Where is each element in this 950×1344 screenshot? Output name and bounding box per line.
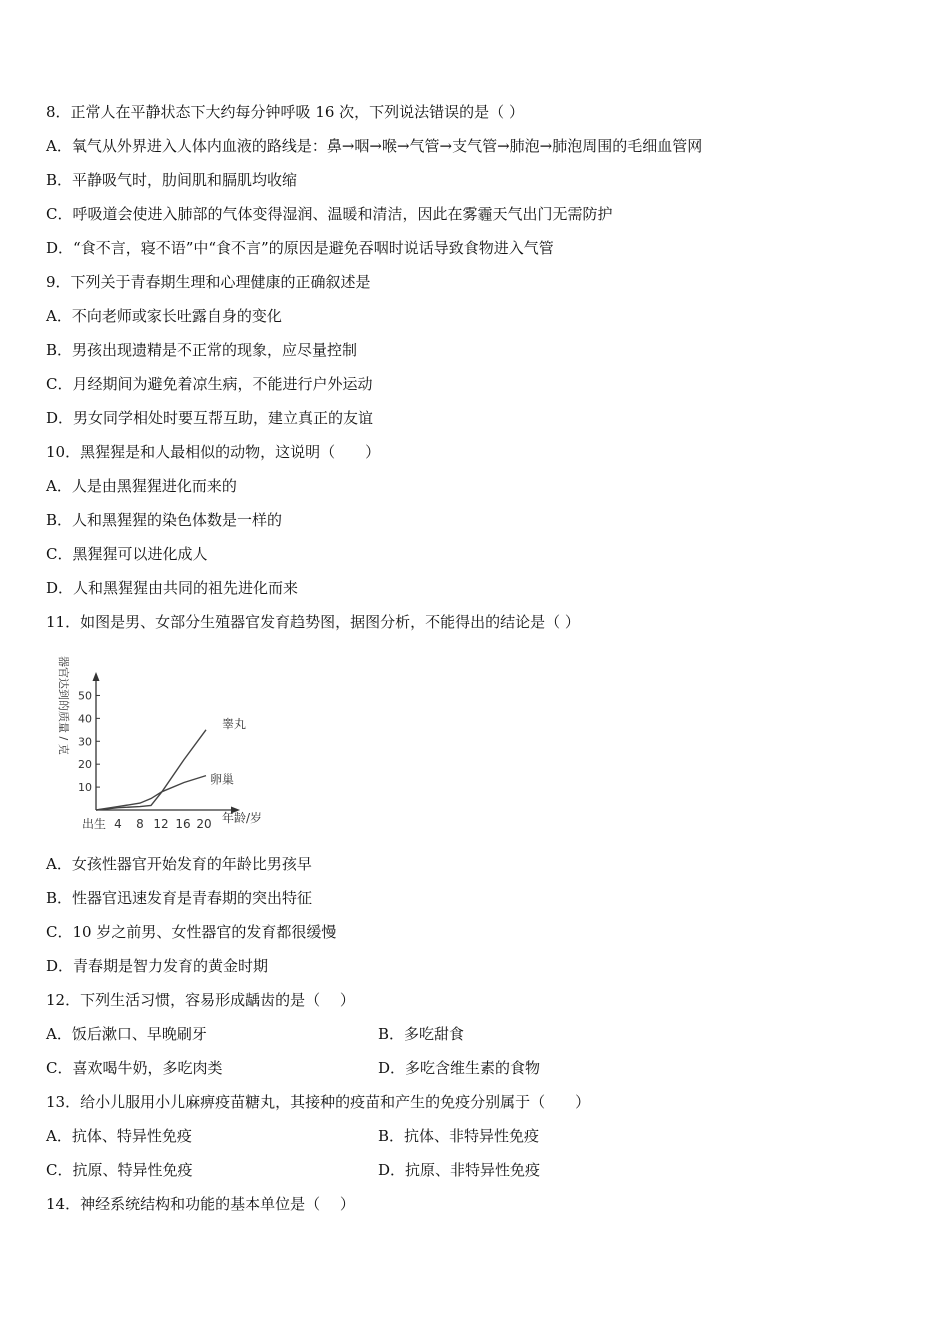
organ-development-chart (46, 648, 278, 844)
question-10-option-d: D．人和黑猩猩由共同的祖先进化而来 (46, 579, 299, 597)
x-tick-label: 4 (114, 817, 122, 831)
question-9-option-c: C．月经期间为避免着凉生病，不能进行户外运动 (46, 375, 373, 393)
series-label: 睾丸 (222, 716, 247, 731)
y-tick-label: 40 (78, 712, 92, 726)
question-11-stem: 11．如图是男、女部分生殖器官发育趋势图，据图分析，不能得出的结论是（ ） (46, 613, 580, 631)
question-11-option-b: B．性器官迅速发育是青春期的突出特征 (46, 889, 313, 907)
x-tick-label: 12 (153, 817, 169, 831)
question-11-option-a: A．女孩性器官开始发育的年龄比男孩早 (46, 855, 312, 873)
question-8-option-b: B．平静吸气时，肋间肌和膈肌均收缩 (46, 171, 298, 189)
question-13-option-c: C．抗原、特异性免疫 (46, 1161, 193, 1179)
x-tick-label: 16 (175, 817, 191, 831)
series-label: 卵巢 (210, 772, 235, 787)
question-11-option-d: D．青春期是智力发育的黄金时期 (46, 957, 269, 975)
question-9-option-b: B．男孩出现遗精是不正常的现象，应尽量控制 (46, 341, 358, 359)
question-13-option-a: A．抗体、特异性免疫 (46, 1127, 192, 1145)
question-12-option-d: D．多吃含维生素的食物 (378, 1059, 541, 1077)
question-13-option-b: B．抗体、非特异性免疫 (378, 1127, 540, 1145)
question-8-stem: 8．正常人在平静状态下大约每分钟呼吸 16 次，下列说法错误的是（ ） (46, 103, 524, 121)
question-12-stem: 12．下列生活习惯，容易形成龋齿的是（ ） (46, 991, 355, 1009)
question-10-option-a: A．人是由黑猩猩进化而来的 (46, 477, 237, 495)
question-9-option-d: D．男女同学相处时要互帮互助，建立真正的友谊 (46, 409, 374, 427)
question-8-option-d: D．“食不言，寝不语”中“食不言”的原因是避免吞咽时说话导致食物进入气管 (46, 239, 554, 257)
chart-y-axis-arrow (93, 672, 100, 681)
question-10-option-b: B．人和黑猩猩的染色体数是一样的 (46, 511, 283, 529)
question-14-stem: 14．神经系统结构和功能的基本单位是（ ） (46, 1195, 355, 1213)
question-10-stem: 10．黑猩猩是和人最相似的动物，这说明（ ） (46, 443, 381, 461)
y-tick-label: 50 (78, 689, 92, 703)
question-9-option-a: A．不向老师或家长吐露自身的变化 (46, 307, 282, 325)
question-12-option-b: B．多吃甜食 (378, 1025, 465, 1043)
question-13-option-d: D．抗原、非特异性免疫 (378, 1161, 541, 1179)
question-12-option-a: A．饭后漱口、早晚刷牙 (46, 1025, 207, 1043)
x-tick-label: 20 (196, 817, 212, 831)
question-9-stem: 9．下列关于青春期生理和心理健康的正确叙述是 (46, 273, 371, 291)
x-tick-label: 出生 (81, 817, 107, 831)
question-8-option-c: C．呼吸道会使进入肺部的气体变得湿润、温暖和清洁，因此在雾霾天气出门无需防护 (46, 205, 613, 223)
y-tick-label: 30 (78, 735, 92, 749)
chart-y-axis-label: 器官达到的质量 / 克 (57, 656, 70, 755)
y-tick-label: 10 (78, 781, 92, 795)
question-12-option-c: C．喜欢喝牛奶，多吃肉类 (46, 1059, 223, 1077)
question-8-option-a: A．氧气从外界进入人体内血液的路线是：鼻→咽→喉→气管→支气管→肺泡→肺泡周围的毛细血管网 (46, 137, 703, 155)
chart-x-axis-label: 年龄/岁 (222, 811, 263, 825)
question-11-option-c: C．10 岁之前男、女性器官的发育都很缓慢 (46, 923, 337, 941)
question-13-stem: 13．给小儿服用小儿麻痹疫苗糖丸，其接种的疫苗和产生的免疫分别属于（ ） (46, 1093, 591, 1111)
question-10-option-c: C．黑猩猩可以进化成人 (46, 545, 208, 563)
y-tick-label: 20 (78, 758, 92, 772)
x-tick-label: 8 (136, 817, 144, 831)
